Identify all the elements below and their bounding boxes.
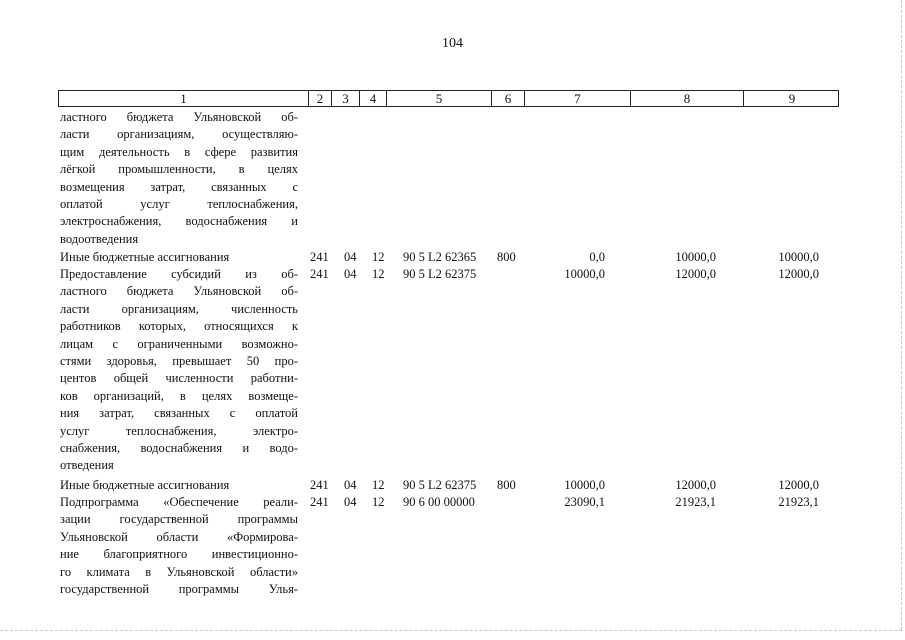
desc-line: государственной программы Улья- [60, 582, 298, 597]
header-col-1: 1 [59, 91, 309, 106]
desc-line: ластного бюджета Ульяновской об- [60, 110, 298, 124]
desc-line: лицам с ограниченными возможно- [60, 336, 298, 351]
scan-edge-bottom [0, 630, 902, 631]
desc-line: зации государственной программы [60, 512, 298, 527]
cell-col-2: 241 [310, 250, 329, 264]
header-col-7: 7 [525, 91, 631, 106]
cell-col-6: 800 [497, 250, 516, 264]
cell-col-3: 04 [344, 495, 357, 509]
header-col-2: 2 [309, 91, 332, 106]
cell-col-3: 04 [344, 478, 357, 492]
cell-col-8: 10000,0 [675, 250, 716, 264]
desc-line: Иные бюджетные ассигнования [60, 478, 230, 492]
desc-line: ние благоприятного инвестиционно- [60, 547, 298, 562]
header-col-5: 5 [387, 91, 492, 106]
cell-col-2: 241 [310, 267, 329, 281]
header-col-8: 8 [631, 91, 744, 106]
cell-col-8: 12000,0 [675, 267, 716, 281]
row-description [60, 109, 298, 248]
scan-edge-right [901, 0, 902, 630]
cell-col-4: 12 [372, 250, 385, 264]
cell-col-3: 04 [344, 250, 357, 264]
desc-line: ластного бюджета Ульяновской об- [60, 284, 298, 299]
desc-line: ласти организациям, численность [60, 301, 298, 316]
desc-line: Подпрограмма «Обеспечение реали- [60, 495, 298, 509]
desc-line: услуг теплоснабжения, электро- [60, 423, 298, 438]
desc-line: щим деятельность в сфере развития [60, 144, 298, 159]
cell-col-7: 23090,1 [564, 495, 605, 509]
desc-line: Ульяновской области «Формирова- [60, 529, 298, 544]
desc-line: Иные бюджетные ассигнования [60, 250, 230, 264]
cell-col-7: 10000,0 [564, 267, 605, 281]
cell-col-5: 90 5 L2 62365 [403, 250, 477, 264]
header-col-9: 9 [788, 91, 796, 106]
table-header [58, 90, 839, 107]
desc-line: электроснабжения, водоснабжения и [60, 214, 298, 229]
cell-col-2: 241 [310, 495, 329, 509]
header-col-3: 3 [332, 91, 360, 106]
row-description [60, 249, 298, 266]
desc-line: отведения [60, 458, 114, 473]
cell-col-9: 21923,1 [778, 495, 819, 509]
desc-line: стями здоровья, превышает 50 про- [60, 354, 298, 369]
row-description [60, 494, 298, 598]
cell-col-5: 90 5 L2 62375 [403, 267, 477, 281]
row-description [60, 266, 298, 475]
desc-line: центов общей численности работни- [60, 371, 298, 386]
header-col-6: 6 [492, 91, 525, 106]
cell-col-9: 12000,0 [778, 478, 819, 492]
cell-col-3: 04 [344, 267, 357, 281]
desc-line: ласти организациям, осуществляю- [60, 127, 298, 142]
cell-col-9: 10000,0 [778, 250, 819, 264]
page-number: 104 [442, 36, 463, 51]
desc-line: оплатой услуг теплоснабжения, [60, 197, 298, 212]
desc-line: ния затрат, связанных с оплатой [60, 406, 298, 421]
cell-col-9: 12000,0 [778, 267, 819, 281]
cell-col-8: 21923,1 [675, 495, 716, 509]
cell-col-4: 12 [372, 495, 385, 509]
cell-col-5: 90 5 L2 62375 [403, 478, 477, 492]
desc-line: Предоставление субсидий из об- [60, 267, 298, 281]
desc-line: снабжения, водоснабжения и водо- [60, 441, 298, 456]
desc-line: возмещения затрат, связанных с [60, 179, 298, 194]
desc-line: ков организаций, в целях возмеще- [60, 388, 298, 403]
desc-line: работников которых, относящихся к [60, 319, 298, 334]
cell-col-4: 12 [372, 478, 385, 492]
cell-col-8: 12000,0 [675, 478, 716, 492]
header-col-4: 4 [360, 91, 387, 106]
desc-line: водоотведения [60, 231, 139, 246]
cell-col-7: 10000,0 [564, 478, 605, 492]
desc-line: го климата в Ульяновской области» [60, 564, 298, 579]
cell-col-4: 12 [372, 267, 385, 281]
cell-col-5: 90 6 00 00000 [403, 495, 475, 509]
row-description [60, 477, 298, 494]
desc-line: лёгкой промышленности, в целях [60, 162, 298, 177]
cell-col-7: 0,0 [589, 250, 605, 264]
cell-col-2: 241 [310, 478, 329, 492]
cell-col-6: 800 [497, 478, 516, 492]
